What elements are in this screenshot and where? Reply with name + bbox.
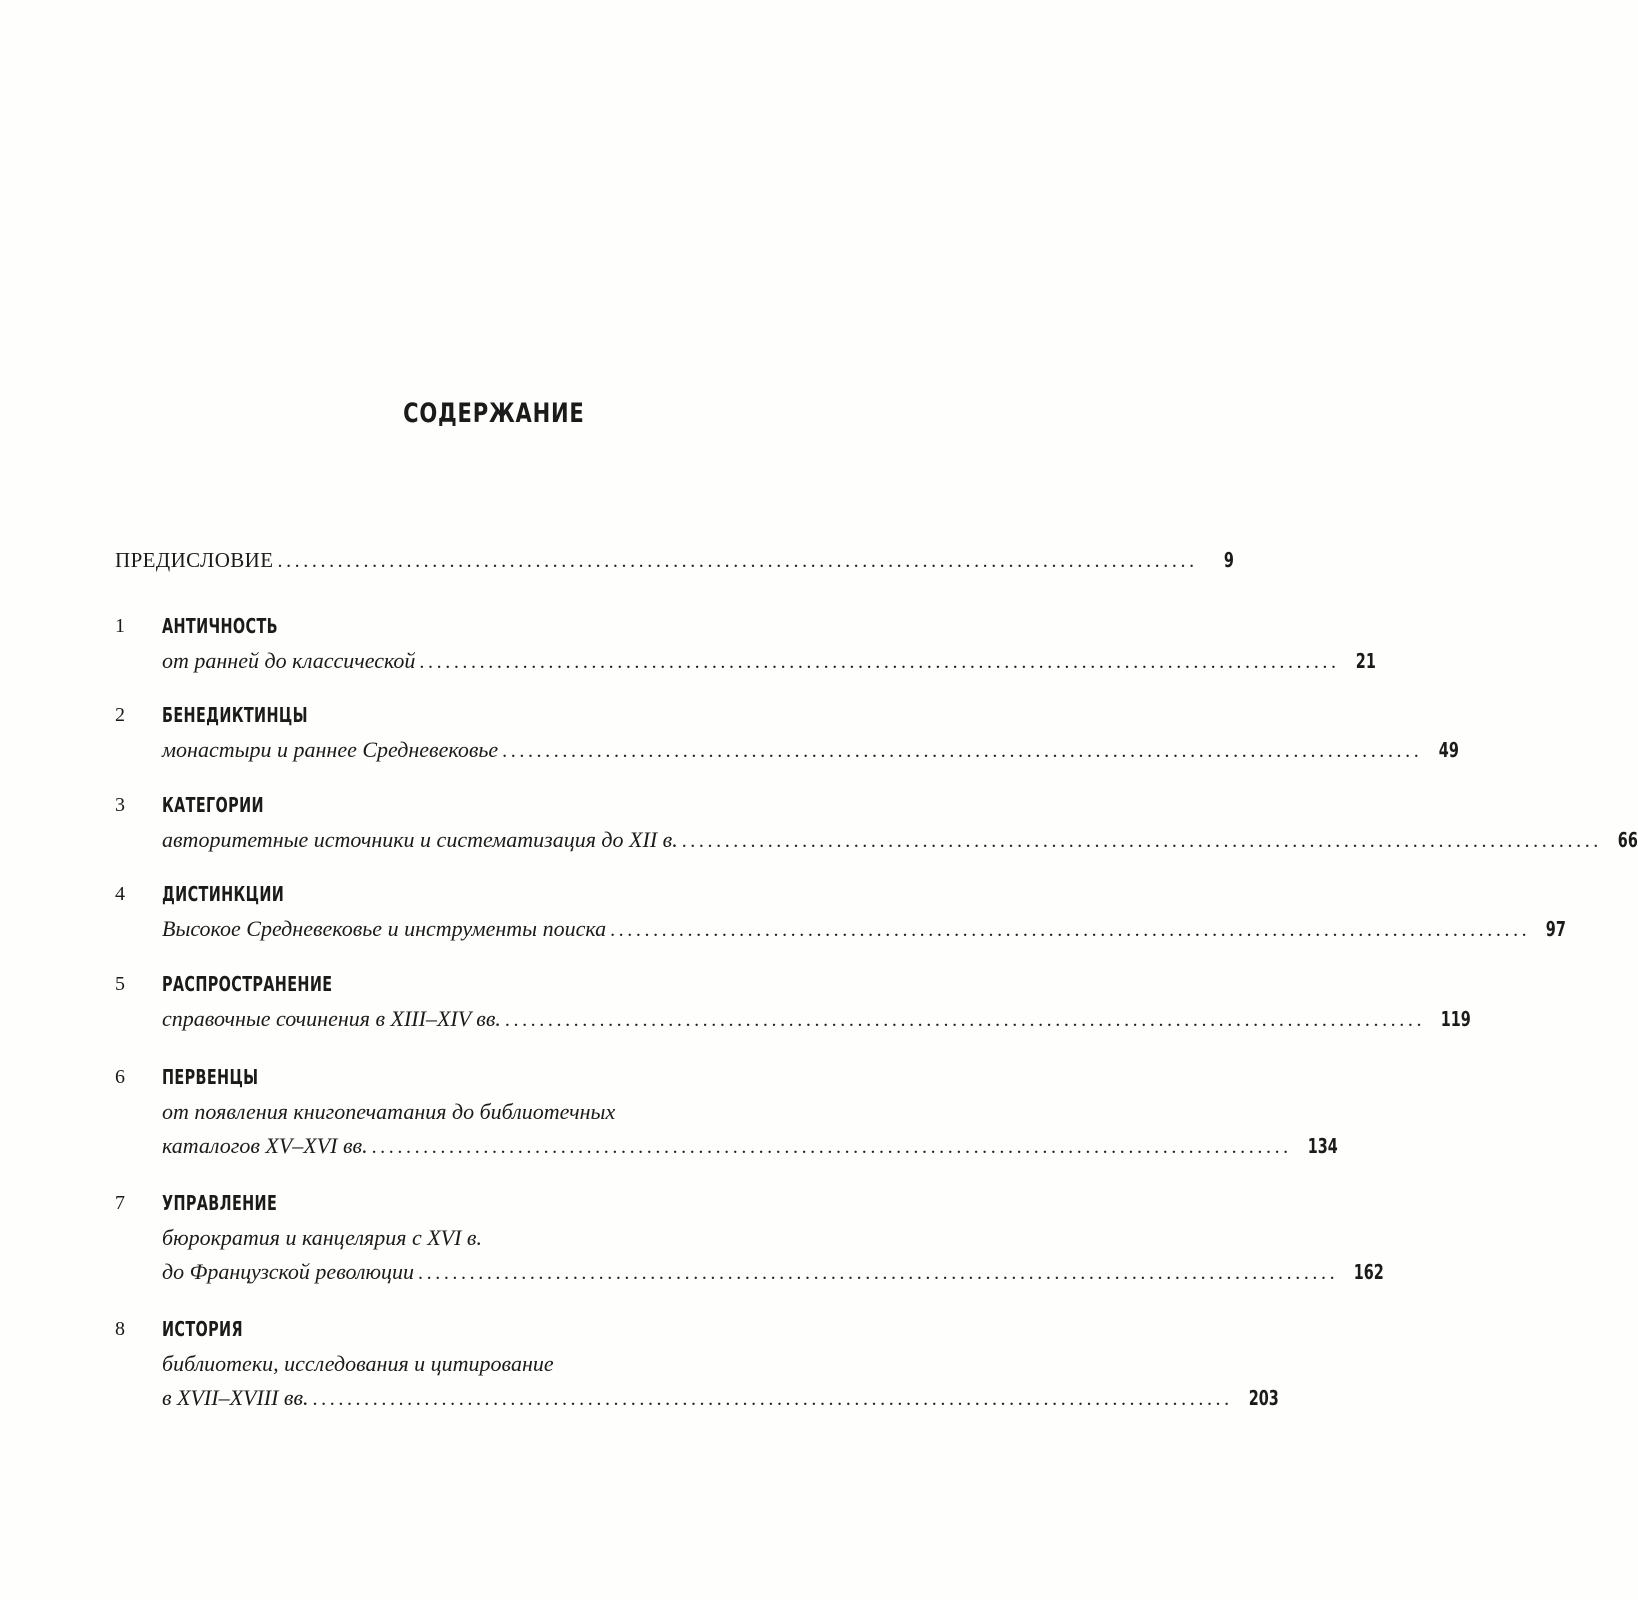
chapter-heading: БЕНЕДИКТИНЦЫ — [162, 703, 308, 727]
toc-entry-chapter-4[interactable] — [115, 879, 825, 915]
dot-leader: ........................................................................................................... — [312, 1388, 1233, 1410]
chapter-subtitle: Высокое Средневековье и инструменты поиска — [162, 916, 607, 941]
toc-subtitle-line — [115, 1128, 1338, 1164]
toc-subtitle-line — [115, 732, 1459, 768]
chapter-number: 2 — [115, 704, 125, 726]
chapter-heading: АНТИЧНОСТЬ — [162, 614, 278, 638]
chapter-heading: РАСПРОСТРАНЕНИЕ — [162, 972, 333, 996]
chapter-subtitle: каталогов XV–XVI вв. — [162, 1133, 368, 1158]
chapter-number: 1 — [115, 615, 125, 637]
chapter-number: 7 — [115, 1192, 125, 1214]
dot-leader: ........................................................................................................... — [502, 740, 1423, 762]
page-number: 119 — [1440, 1007, 1471, 1031]
page-number: 203 — [1248, 1386, 1279, 1410]
chapter-heading: ПЕРВЕНЦЫ — [162, 1065, 259, 1089]
chapter-heading: ИСТОРИЯ — [162, 1317, 243, 1341]
page-number: 9 — [1223, 548, 1234, 572]
chapter-number: 8 — [115, 1318, 125, 1340]
toc-subtitle-line — [115, 1220, 825, 1256]
toc-entry-chapter-1[interactable] — [115, 611, 825, 647]
page-number: 49 — [1438, 738, 1459, 762]
preface-label: ПРЕДИСЛОВИЕ — [115, 548, 274, 572]
dot-leader: ........................................................................................................... — [504, 1009, 1426, 1031]
chapter-subtitle: от ранней до классической — [162, 648, 416, 673]
dot-leader: ........................................................................................................... — [371, 1136, 1292, 1158]
toc-subtitle-line — [115, 1094, 825, 1130]
toc-entry-chapter-8[interactable] — [115, 1314, 825, 1350]
toc-subtitle-line — [115, 911, 1567, 947]
toc-entry-chapter-6[interactable] — [115, 1062, 825, 1098]
chapter-subtitle: в XVII–XVIII вв. — [162, 1385, 309, 1410]
chapter-heading: ДИСТИНКЦИИ — [162, 882, 285, 906]
toc-entry-chapter-2[interactable] — [115, 700, 825, 736]
toc-subtitle-line — [115, 822, 1638, 858]
chapter-heading: УПРАВЛЕНИЕ — [162, 1191, 278, 1215]
dot-leader: ........................................................................................................... — [681, 830, 1602, 852]
chapter-subtitle: библиотеки, исследования и цитирование — [162, 1351, 554, 1376]
chapter-subtitle: бюрократия и канцелярия с XVI в. — [162, 1225, 482, 1250]
toc-subtitle-line — [115, 1346, 825, 1382]
page-number: 162 — [1353, 1260, 1384, 1284]
page-number: 134 — [1307, 1134, 1338, 1158]
chapter-number: 6 — [115, 1066, 125, 1088]
dot-leader: ........................................................................................................... — [277, 550, 1198, 572]
toc-entry-chapter-5[interactable] — [115, 969, 825, 1005]
page-title: СОДЕРЖАНИЕ — [403, 398, 585, 429]
chapter-heading: КАТЕГОРИИ — [162, 793, 264, 817]
page-number: 66 — [1617, 828, 1638, 852]
chapter-number: 3 — [115, 794, 125, 816]
toc-subtitle-line — [115, 643, 1376, 679]
chapter-subtitle: от появления книгопечатания до библиотечных — [162, 1099, 616, 1124]
page-number: 97 — [1546, 917, 1567, 941]
dot-leader: ........................................................................................................... — [610, 919, 1531, 941]
chapter-subtitle: до Французской революции — [162, 1259, 415, 1284]
toc-entry-preface[interactable] — [115, 548, 1234, 584]
toc-entry-chapter-7[interactable] — [115, 1188, 825, 1224]
page-number: 21 — [1355, 649, 1376, 673]
toc-subtitle-line — [115, 1001, 1471, 1037]
chapter-number: 4 — [115, 883, 125, 905]
toc-subtitle-line — [115, 1380, 1279, 1416]
chapter-number: 5 — [115, 973, 125, 995]
toc-subtitle-line — [115, 1254, 1384, 1290]
chapter-subtitle: справочные сочинения в XIII–XIV вв. — [162, 1006, 501, 1031]
dot-leader: ........................................................................................................... — [419, 651, 1340, 673]
chapter-subtitle: авторитетные источники и систематизация до XII в. — [162, 827, 678, 852]
chapter-subtitle: монастыри и раннее Средневековье — [162, 737, 499, 762]
dot-leader: ........................................................................................................... — [418, 1262, 1339, 1284]
toc-entry-chapter-3[interactable] — [115, 790, 825, 826]
